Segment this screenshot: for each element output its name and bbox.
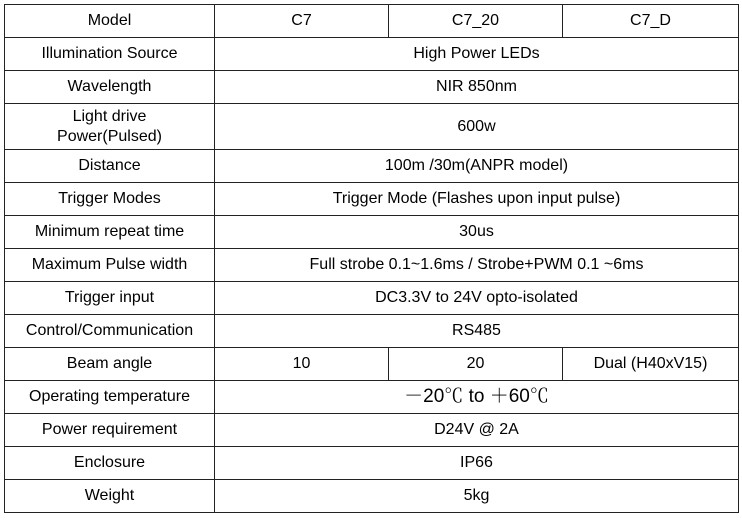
header-model-c7-d: C7_D <box>563 5 739 38</box>
row-value: 30us <box>215 216 739 249</box>
row-label: Trigger input <box>5 282 215 315</box>
row-label: Maximum Pulse width <box>5 249 215 282</box>
spec-table <box>4 4 739 513</box>
row-label: Distance <box>5 150 215 183</box>
table-row-control-communication <box>5 315 739 348</box>
row-value: IP66 <box>215 447 739 480</box>
row-value: Full strobe 0.1~1.6ms / Strobe+PWM 0.1 ~6ms <box>215 249 739 282</box>
row-value: High Power LEDs <box>215 38 739 71</box>
beam-angle-c7-20: 20 <box>389 348 563 381</box>
row-label: Illumination Source <box>5 38 215 71</box>
row-label: Control/Communication <box>5 315 215 348</box>
header-model-c7-20: C7_20 <box>389 5 563 38</box>
table-row-illumination-source <box>5 38 739 71</box>
table-header-row <box>5 5 739 38</box>
table-row-minimum-repeat-time <box>5 216 739 249</box>
header-model-label: Model <box>5 5 215 38</box>
table-row-power-requirement <box>5 414 739 447</box>
table-row-beam-angle <box>5 348 739 381</box>
row-value: 5kg <box>215 480 739 513</box>
row-label: Minimum repeat time <box>5 216 215 249</box>
table-row-enclosure <box>5 447 739 480</box>
row-value: D24V @ 2A <box>215 414 739 447</box>
row-label-line: Light drive <box>72 107 147 125</box>
beam-angle-c7-d: Dual (H40xV15) <box>563 348 739 381</box>
row-label: Weight <box>5 480 215 513</box>
header-model-c7: C7 <box>215 5 389 38</box>
table-row-operating-temperature <box>5 381 739 414</box>
row-value: 600w <box>215 104 739 150</box>
table-row-light-drive-power <box>5 104 739 150</box>
table-row-trigger-modes <box>5 183 739 216</box>
row-value: Trigger Mode (Flashes upon input pulse) <box>215 183 739 216</box>
beam-angle-c7: 10 <box>215 348 389 381</box>
row-value: 100m /30m(ANPR model) <box>215 150 739 183</box>
row-label: Enclosure <box>5 447 215 480</box>
row-value: －20℃ to ＋60℃ <box>215 381 739 414</box>
row-label: Power requirement <box>5 414 215 447</box>
row-label: Trigger Modes <box>5 183 215 216</box>
table-row-maximum-pulse-width <box>5 249 739 282</box>
row-label: Wavelength <box>5 71 215 104</box>
table-row-wavelength <box>5 71 739 104</box>
table-row-weight <box>5 480 739 513</box>
row-label <box>5 104 215 150</box>
spec-table-container <box>4 4 739 513</box>
row-label: Beam angle <box>5 348 215 381</box>
row-value: NIR 850nm <box>215 71 739 104</box>
row-label: Operating temperature <box>5 381 215 414</box>
row-label-line: Power(Pulsed) <box>57 127 162 145</box>
table-row-distance <box>5 150 739 183</box>
row-value: DC3.3V to 24V opto-isolated <box>215 282 739 315</box>
row-value: RS485 <box>215 315 739 348</box>
table-row-trigger-input <box>5 282 739 315</box>
